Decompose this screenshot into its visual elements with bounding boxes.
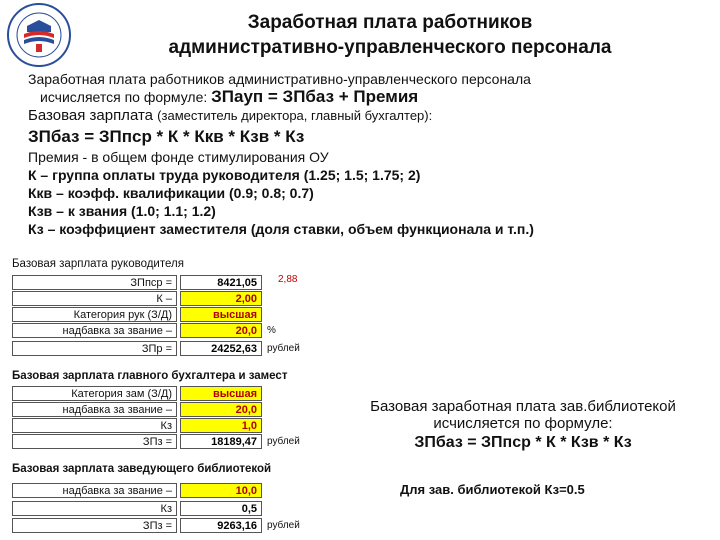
row-label: надбавка за звание –	[12, 483, 177, 498]
row-label: ЗПр =	[12, 341, 177, 356]
librarian-formula-block	[328, 398, 718, 454]
kkv-definition: Ккв – коэфф. квалификации (0.9; 0.8; 0.7)	[28, 185, 314, 201]
row-label: надбавка за звание –	[12, 323, 177, 338]
librarian-formula: ЗПбаз = ЗПпср * К * Кзв * Кз	[414, 434, 632, 451]
row-label: Кз	[12, 418, 177, 433]
row-value[interactable]: 1,0	[180, 418, 262, 433]
row-label: Категория рук (З/Д)	[12, 307, 177, 322]
row-label: Кз	[12, 501, 177, 516]
row-value[interactable]: 9263,16	[180, 518, 262, 533]
bonus-line: Премия - в общем фонде стимулирования ОУ	[28, 149, 329, 165]
kzv-definition: Кзв – к звания (1.0; 1.1; 1.2)	[28, 203, 216, 219]
organization-logo	[6, 2, 72, 68]
row-label: Категория зам (З/Д)	[12, 386, 177, 401]
row-value[interactable]: 2,00	[180, 291, 262, 306]
librarian-note: Для зав. библиотекой Кз=0.5	[400, 482, 585, 497]
row-value[interactable]: 20,0	[180, 323, 262, 338]
main-formula: ЗПауп = ЗПбаз + Премия	[211, 87, 419, 106]
librarian-line-1: Базовая заработная плата зав.библиотекой	[370, 398, 676, 415]
formula-intro: исчисляется по формуле:	[40, 89, 212, 105]
row-value[interactable]: 0,5	[180, 501, 262, 516]
row-value[interactable]: высшая	[180, 307, 262, 322]
title-line-2: административно-управленческого персонала	[168, 37, 612, 58]
row-unit: %	[267, 325, 276, 336]
formula-description	[28, 70, 718, 238]
row-label: ЗПз =	[12, 518, 177, 533]
row-label: ЗПпср =	[12, 275, 177, 290]
section-title-accountant: Базовая зарплата главного бухгалтера и замест	[12, 370, 288, 382]
section-title-librarian: Базовая зарплата заведующего библиотекой	[12, 463, 272, 475]
side-value: 2,88	[278, 274, 298, 285]
row-value[interactable]: 20,0	[180, 402, 262, 417]
row-label: ЗПз =	[12, 434, 177, 449]
row-label: К –	[12, 291, 177, 306]
page-title	[110, 10, 670, 60]
k-definition: К – группа оплаты труда руководителя (1.25; 1.5; 1.75; 2)	[28, 167, 421, 183]
base-salary-line	[28, 106, 718, 126]
row-value[interactable]: 24252,63	[180, 341, 262, 356]
row-label: надбавка за звание –	[12, 402, 177, 417]
section-title-director: Базовая зарплата руководителя	[12, 258, 184, 270]
formula-line	[28, 88, 718, 106]
intro-line: Заработная плата работников административно-управленческого персонала	[28, 71, 531, 87]
row-value[interactable]: 8421,05	[180, 275, 262, 290]
row-unit: рублей	[267, 436, 300, 447]
row-value[interactable]: высшая	[180, 386, 262, 401]
row-unit: рублей	[267, 520, 300, 531]
librarian-line-2: исчисляется по формуле:	[433, 415, 613, 432]
base-formula: ЗПбаз = ЗПпср * К * Ккв * Кзв * Кз	[28, 127, 305, 146]
kz-definition: Кз – коэффициент заместителя (доля ставки, объем функционала и т.п.)	[28, 221, 534, 237]
base-salary-label: Базовая зарплата	[28, 107, 158, 124]
row-unit: рублей	[267, 343, 300, 354]
row-value[interactable]: 18189,47	[180, 434, 262, 449]
base-salary-note: (заместитель директора, главный бухгалтер):	[157, 108, 433, 123]
title-line-1: Заработная плата работников	[247, 12, 533, 33]
row-value[interactable]: 10,0	[180, 483, 262, 498]
